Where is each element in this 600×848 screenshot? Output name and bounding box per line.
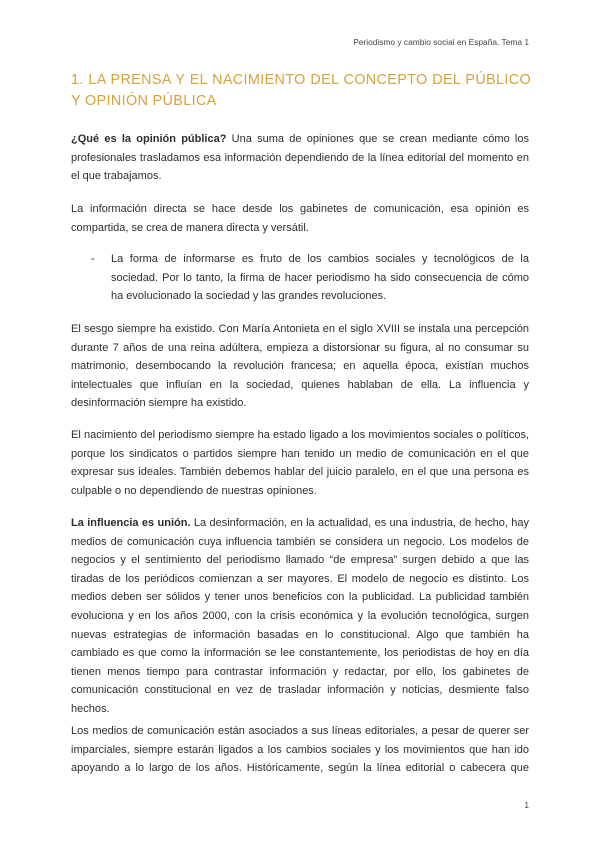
paragraph-influencia — [71, 514, 529, 719]
section-heading: 1. LA PRENSA Y EL NACIMIENTO DEL CONCEPTO DEL PÚBLICO Y OPINIÓN PÚBLICA — [71, 72, 531, 109]
bullet-marker: - — [91, 253, 95, 265]
paragraph-informacion-directa: La información directa se hace desde los gabinetes de comunicación, esa opinión es compartida, se crea de manera directa y versátil. — [71, 203, 529, 234]
paragraph-lead: ¿Qué es la opinión pública? — [71, 133, 227, 145]
paragraph-medios-comunicacion: Los medios de comunicación están asociados a sus líneas editoriales, a pesar de querer ser imparciales, siempre estarán ligados a los cambios sociales y los movimientos que han ido apoyando a lo largo de los años. Históricamente, según la línea editorial o cabecera que — [71, 725, 529, 775]
bullet-text: La forma de informarse es fruto de los cambios sociales y tecnológicos de la sociedad. Por lo tanto, la firma de hacer periodismo ha sido consecuencia de cómo ha evolucionado la sociedad y las grandes revoluciones. — [111, 253, 529, 303]
bullet-list-item — [91, 250, 529, 306]
page-number: 1 — [524, 800, 529, 810]
paragraph-body: La desinformación, en la actualidad, es una industria, de hecho, hay medios de comunicación cuya influencia también se considera un negocio. Los modelos de negocios y el sentimiento del periodismo llamado “de empresa” surgen debido a que las tiradas de los periódicos comienzan a ser mayores. El modelo de negocio es distinto. Los medios deben ser sólidos y tener unos beneficios con la publicidad. La publicidad también evoluciona y en los años 2000, con la crisis económica y la evolución tecnológica, surgen nuevas estrategias de información basadas en lo constitucional. Algo que también ha cambiado es que como la información se lee constantemente, los periodistas de hoy en día tienen menos tiempo para contrastar información y redactar, por ello, los gabinetes de comunicación constitucional en vez de trasladar información y noticias, desmiente falso hechos. — [71, 517, 529, 715]
paragraph-body: Una suma de opiniones que se crean mediante cómo los profesionales trasladamos esa información dependiendo de la línea editorial del momento en el que trabajamos. — [71, 133, 529, 183]
paragraph-lead: La influencia es unión. — [71, 517, 191, 529]
paragraph-nacimiento-periodismo: El nacimiento del periodismo siempre ha estado ligado a los movimientos sociales o políticos, porque los sindicatos o partidos siempre han tenido un medio de comunicación en el que expresar sus ideales. También debemos hablar del juicio paralelo, en el que una persona es culpable o no dependiendo de nuestras opiniones. — [71, 429, 529, 497]
running-header: Periodismo y cambio social en España. Tema 1 — [353, 37, 529, 47]
paragraph-sesgo: El sesgo siempre ha existido. Con María Antonieta en el siglo XVIII se instala una percepción durante 7 años de una reina adúltera, empieza a distorsionar su figura, al no consumar su matrimonio, desembocando la revolución francesa; en aquella época, existían muchos intelectuales que influían en la sociedad, quienes hablaban de ella. La influencia y desinformación siempre ha existido. — [71, 323, 529, 410]
paragraph-opinion-publica — [71, 130, 529, 186]
